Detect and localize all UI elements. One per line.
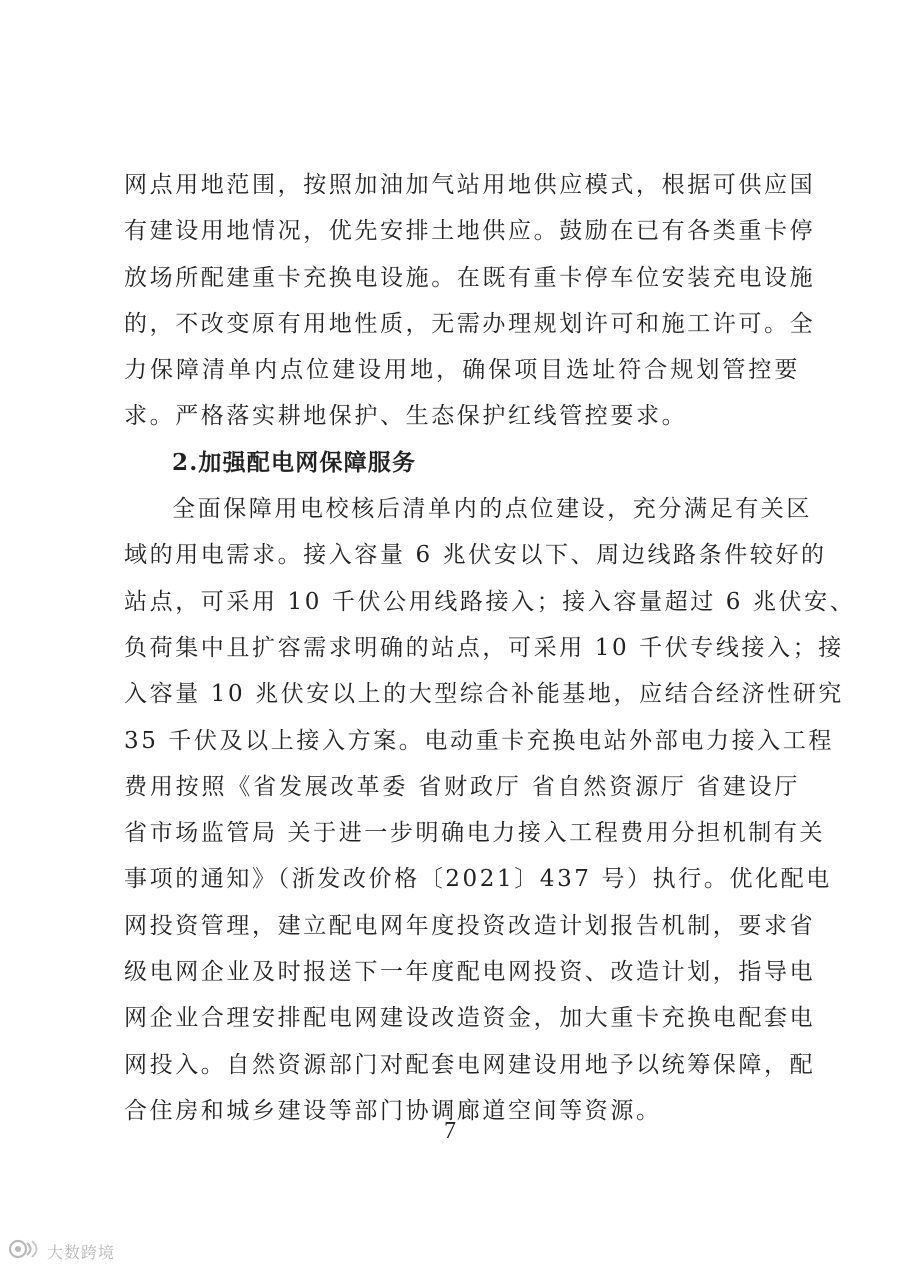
- text-line: 负荷集中且扩容需求明确的站点，可采用 10 千伏专线接入；接: [124, 634, 844, 661]
- text-line: 全面保障用电校核后清单内的点位建设，充分满足有关区: [172, 496, 812, 523]
- page-number: 7: [444, 1118, 456, 1144]
- text-line: 网投资管理，建立配电网年度投资改造计划报告机制，要求省: [124, 912, 816, 939]
- text-line: 域的用电需求。接入容量 6 兆伏安以下、周边线路条件较好的: [124, 542, 827, 569]
- text-line: 入容量 10 兆伏安以上的大型综合补能基地，应结合经济性研究: [124, 681, 844, 708]
- watermark-text: 大数跨境: [47, 1242, 116, 1262]
- brand-logo-icon: [8, 1237, 42, 1266]
- paragraph-1: [124, 162, 816, 440]
- text-line: 有建设用地情况，优先安排土地供应。鼓励在已有各类重卡停: [124, 218, 816, 245]
- document-body: [124, 162, 856, 1134]
- text-line: 站点，可采用 10 千伏公用线路接入；接入容量超过 6 兆伏安、: [124, 588, 856, 615]
- text-line: 力保障清单内点位建设用地，确保项目选址符合规划管控要: [124, 357, 800, 384]
- text-line: 网投入。自然资源部门对配套电网建设用地予以统筹保障，配: [124, 1051, 816, 1078]
- text-line: 35 千伏及以上接入方案。电动重卡充换电站外部电力接入工程: [124, 727, 834, 754]
- paragraph-2: [124, 486, 856, 1134]
- section-heading: 2.加强配电网保障服务: [172, 448, 417, 476]
- text-line: 级电网企业及时报送下一年度配电网投资、改造计划，指导电: [124, 959, 816, 986]
- text-line: 的，不改变原有用地性质，无需办理规划许可和施工许可。全: [124, 310, 816, 337]
- text-line: 网点用地范围，按照加油加气站用地供应模式，根据可供应国: [124, 172, 816, 198]
- text-line: 放场所配建重卡充换电设施。在既有重卡停车位安装充电设施: [124, 264, 816, 291]
- text-line: 求。严格落实耕地保护、生态保护红线管控要求。: [124, 403, 688, 430]
- text-line: 事项的通知》（浙发改价格〔2021〕437 号）执行。优化配电: [124, 866, 832, 893]
- text-line: 网企业合理安排配电网建设改造资金，加大重卡充换电配套电: [124, 1005, 816, 1032]
- text-line: 费用按照《省发展改革委 省财政厅 省自然资源厅 省建设厅: [124, 773, 800, 800]
- text-line: 省市场监管局 关于进一步明确电力接入工程费用分担机制有关: [124, 820, 826, 847]
- watermark: [8, 1238, 115, 1264]
- text-line: 合住房和城乡建设等部门协调廊道空间等资源。: [124, 1097, 662, 1124]
